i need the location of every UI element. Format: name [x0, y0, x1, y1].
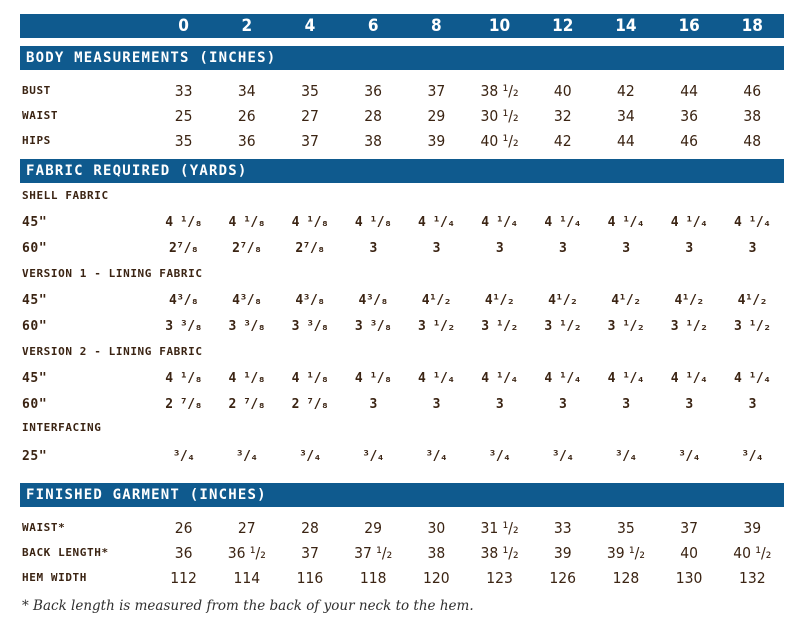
table-row [20, 235, 784, 261]
value-cell: 2 ⁷/₈ [165, 396, 202, 412]
value-cell: 4 ¹/₄ [481, 370, 518, 386]
value-cell: 4³/₈ [358, 292, 388, 308]
value-cell: 40 [553, 81, 572, 100]
size-header: 14 [615, 16, 637, 36]
value-cell: 37 [301, 543, 319, 562]
row-label: BUST [22, 84, 51, 97]
value-cell: 46 [743, 81, 762, 100]
size-header: 18 [741, 16, 763, 36]
value-cell: 132 [738, 568, 766, 587]
value-cell: 39 [427, 131, 446, 150]
size-header: 2 [241, 16, 253, 36]
value-cell: 35 [174, 131, 193, 150]
row-label: 60" [22, 240, 48, 256]
group-heading: VERSION 1 - LINING FABRIC [22, 267, 203, 280]
group-heading: VERSION 2 - LINING FABRIC [22, 345, 203, 358]
value-cell: 3 [495, 396, 504, 412]
value-cell: 30 ¹/₂ [480, 106, 519, 125]
row-label: 45" [22, 370, 48, 386]
value-cell: 36 [237, 131, 256, 150]
table-row [20, 103, 784, 128]
table-row [20, 515, 784, 540]
value-cell: 39 ¹/₂ [606, 543, 645, 562]
value-cell: 40 [680, 543, 698, 562]
value-cell: 3 [559, 396, 567, 412]
size-header: 16 [678, 16, 700, 36]
value-cell: 38 [427, 543, 446, 562]
value-cell: 3 [685, 396, 693, 412]
value-cell: 4 ¹/₈ [228, 214, 266, 230]
value-cell: 2 ⁷/₈ [228, 396, 266, 412]
value-cell: 39 [553, 543, 572, 562]
value-cell: 3 [369, 396, 377, 412]
value-cell: 112 [170, 568, 197, 587]
value-cell: 48 [743, 131, 762, 150]
value-cell: 3 ¹/₂ [418, 318, 455, 334]
size-header: 4 [304, 16, 316, 36]
value-cell: ³/₄ [741, 448, 764, 464]
value-cell: ³/₄ [488, 448, 511, 464]
value-cell: 3 [432, 240, 440, 256]
size-header-band [20, 14, 784, 38]
value-cell: 130 [675, 568, 703, 587]
value-cell: 38 [743, 106, 762, 125]
table-row [20, 209, 784, 235]
value-cell: 4³/₈ [295, 292, 325, 308]
value-cell: 3 ³/₈ [354, 318, 392, 334]
table-row [20, 565, 784, 590]
value-cell: 27 [301, 106, 319, 125]
value-cell: 36 [364, 81, 383, 100]
value-cell: 34 [237, 81, 256, 100]
section-header-body-measurements: BODY MEASUREMENTS (INCHES) [20, 46, 784, 70]
value-cell: 4 ¹/₄ [544, 214, 582, 230]
value-cell: 3 ¹/₂ [481, 318, 518, 334]
value-cell: 4 ¹/₄ [733, 370, 771, 386]
row-label: 60" [22, 318, 48, 334]
value-cell: 36 [680, 106, 698, 125]
value-cell: 35 [301, 81, 319, 100]
value-cell: 42 [617, 81, 635, 100]
value-cell: 28 [301, 518, 319, 537]
table-row [20, 78, 784, 103]
section-header-fabric-required: FABRIC REQUIRED (YARDS) [20, 159, 784, 183]
value-cell: ³/₄ [614, 448, 637, 464]
value-cell: 4¹/₂ [611, 292, 641, 308]
value-cell: 3 [432, 396, 440, 412]
value-cell: 4 ¹/₈ [354, 370, 392, 386]
value-cell: 4¹/₂ [737, 292, 767, 308]
value-cell: 4 ¹/₄ [418, 214, 455, 230]
value-cell: 4 ¹/₈ [228, 370, 266, 386]
table-row [20, 313, 784, 339]
value-cell: 4 ¹/₄ [607, 214, 645, 230]
value-cell: 3 [622, 240, 630, 256]
value-cell: 38 ¹/₂ [480, 543, 519, 562]
value-cell: 3 [748, 240, 756, 256]
value-cell: 37 [427, 81, 446, 100]
row-label: 25" [22, 448, 48, 464]
value-cell: 3 [685, 240, 693, 256]
row-label: WAIST [22, 109, 59, 122]
value-cell: ³/₄ [172, 448, 195, 464]
value-cell: 2⁷/₈ [232, 240, 262, 256]
size-header: 8 [431, 16, 442, 36]
group-heading: SHELL FABRIC [22, 189, 109, 202]
value-cell: 4 ¹/₈ [354, 214, 392, 230]
value-cell: 33 [174, 81, 193, 100]
value-cell: 26 [237, 106, 256, 125]
value-cell: 28 [364, 106, 383, 125]
value-cell: 114 [233, 568, 261, 587]
section-header-finished-garment: FINISHED GARMENT (INCHES) [20, 483, 784, 507]
value-cell: 118 [359, 568, 387, 587]
table-row [20, 540, 784, 565]
value-cell: 30 [427, 518, 446, 537]
value-cell: 46 [680, 131, 698, 150]
value-cell: 3 ³/₈ [291, 318, 329, 334]
value-cell: ³/₄ [362, 448, 385, 464]
value-cell: 38 [364, 131, 383, 150]
size-header: 12 [552, 16, 574, 36]
value-cell: 4³/₈ [232, 292, 262, 308]
value-cell: 40 ¹/₂ [733, 543, 772, 562]
value-cell: 36 ¹/₂ [227, 543, 266, 562]
value-cell: 4¹/₂ [548, 292, 578, 308]
value-cell: 44 [680, 81, 698, 100]
value-cell: 3 [369, 240, 377, 256]
value-cell: 26 [174, 518, 193, 537]
value-cell: 4¹/₂ [674, 292, 704, 308]
table-row [20, 287, 784, 313]
value-cell: 4 ¹/₈ [165, 370, 202, 386]
value-cell: 33 [553, 518, 572, 537]
value-cell: 35 [617, 518, 635, 537]
value-cell: 37 [680, 518, 698, 537]
value-cell: 4 ¹/₄ [418, 370, 455, 386]
value-cell: 4¹/₂ [421, 292, 451, 308]
value-cell: 4 ¹/₈ [291, 214, 329, 230]
value-cell: 116 [296, 568, 324, 587]
value-cell: 37 [301, 131, 319, 150]
value-cell: 4 ¹/₄ [670, 370, 708, 386]
row-label: WAIST* [22, 521, 66, 534]
value-cell: ³/₄ [551, 448, 574, 464]
value-cell: 3 [495, 240, 504, 256]
value-cell: 3 ¹/₂ [670, 318, 708, 334]
value-cell: ³/₄ [235, 448, 258, 464]
value-cell: 3 ¹/₂ [607, 318, 645, 334]
size-header: 0 [178, 16, 189, 36]
value-cell: 34 [617, 106, 635, 125]
value-cell: 2⁷/₈ [168, 240, 199, 256]
value-cell: 36 [174, 543, 193, 562]
value-cell: 4 ¹/₈ [165, 214, 202, 230]
value-cell: 3 [622, 396, 630, 412]
row-label: HEM WIDTH [22, 571, 88, 584]
table-row [20, 365, 784, 391]
value-cell: 27 [237, 518, 256, 537]
value-cell: ³/₄ [678, 448, 701, 464]
row-label: HIPS [22, 134, 51, 147]
value-cell: 44 [617, 131, 635, 150]
value-cell: 3 ³/₈ [165, 318, 202, 334]
size-header: 6 [367, 16, 379, 36]
value-cell: 4¹/₂ [484, 292, 515, 308]
value-cell: 39 [743, 518, 762, 537]
value-cell: 3 ¹/₂ [733, 318, 771, 334]
value-cell: 32 [553, 106, 572, 125]
group-heading: INTERFACING [22, 421, 102, 434]
value-cell: 126 [549, 568, 577, 587]
value-cell: 4 ¹/₄ [607, 370, 645, 386]
value-cell: 37 ¹/₂ [354, 543, 393, 562]
value-cell: ³/₄ [298, 448, 321, 464]
table-row [20, 391, 784, 417]
value-cell: 3 ¹/₂ [544, 318, 582, 334]
value-cell: 25 [174, 106, 193, 125]
value-cell: 42 [553, 131, 572, 150]
size-header: 10 [488, 16, 511, 36]
value-cell: ³/₄ [425, 448, 448, 464]
value-cell: 4 ¹/₄ [544, 370, 582, 386]
value-cell: 31 ¹/₂ [480, 518, 519, 537]
value-cell: 4 ¹/₈ [291, 370, 329, 386]
row-label: 60" [22, 396, 48, 412]
value-cell: 128 [612, 568, 640, 587]
value-cell: 3 ³/₈ [228, 318, 266, 334]
value-cell: 4 ¹/₄ [670, 214, 708, 230]
value-cell: 29 [427, 106, 446, 125]
row-label: 45" [22, 214, 48, 230]
table-row [20, 439, 784, 473]
value-cell: 4³/₈ [168, 292, 199, 308]
value-cell: 123 [486, 568, 513, 587]
value-cell: 2⁷/₈ [295, 240, 325, 256]
value-cell: 4 ¹/₄ [481, 214, 518, 230]
value-cell: 38 ¹/₂ [480, 81, 519, 100]
value-cell: 2 ⁷/₈ [291, 396, 329, 412]
footnote: * Back length is measured from the back of your neck to the hem. [22, 598, 474, 614]
table-row [20, 128, 784, 153]
value-cell: 3 [559, 240, 567, 256]
value-cell: 40 ¹/₂ [480, 131, 519, 150]
value-cell: 4 ¹/₄ [733, 214, 771, 230]
size-chart [20, 14, 784, 614]
value-cell: 120 [423, 568, 450, 587]
row-label: BACK LENGTH* [22, 546, 109, 559]
row-label: 45" [22, 292, 48, 308]
value-cell: 3 [748, 396, 756, 412]
value-cell: 29 [364, 518, 383, 537]
